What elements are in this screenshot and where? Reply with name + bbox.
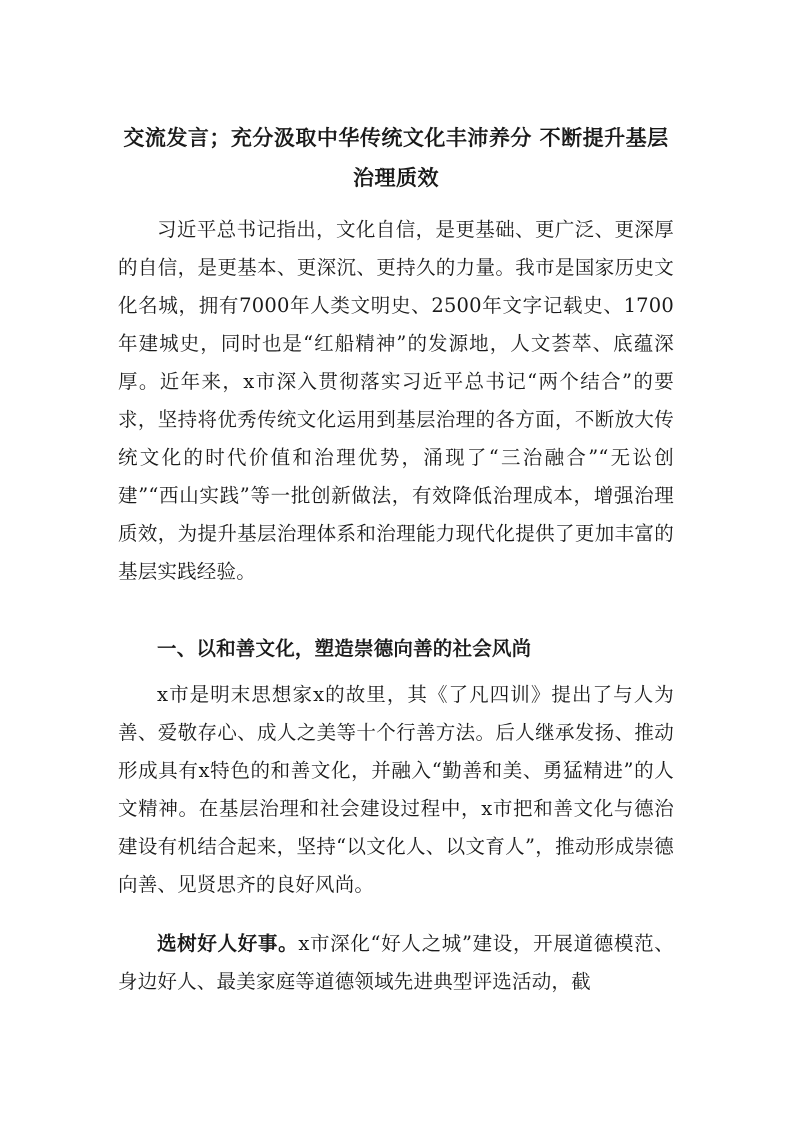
subsection-paragraph — [118, 925, 674, 1001]
intro-paragraph: 习近平总书记指出，文化自信，是更基础、更广泛、更深厚的自信，是更基本、更深沉、更持久的力量。我市是国家历史文化名城，拥有7000年人类文明史、2500年文字记载史、1700年建城史，同时也是“红船精神”的发源地，人文荟萃、底蕴深厚。近年来，x市深入贯彻落实习近平总书记“两个结合”的要求，坚持将优秀传统文化运用到基层治理的各方面，不断放大传统文化的时代价值和治理优势，涌现了“三治融合”“无讼创建”“西山实践”等一批创新做法，有效降低治理成本，增强治理质效，为提升基层治理体系和治理能力现代化提供了更加丰富的基层实践经验。 — [118, 218, 674, 583]
section-heading-1: 一、以和善文化，塑造崇德向善的社会风尚 — [157, 637, 532, 660]
section-paragraph-block — [118, 676, 674, 904]
title-line-1: 交流发言；充分汲取中华传统文化丰沛养分 不断提升基层 — [123, 125, 669, 150]
intro-paragraph-block — [118, 211, 674, 591]
subsection-body: x市深化“好人之城”建设，开展道德模范、身边好人、最美家庭等道德领域先进典型评选活动，截 — [118, 932, 674, 993]
title-line-2: 治理质效 — [353, 165, 439, 190]
subsection-paragraph-block — [118, 925, 674, 1001]
section-paragraph-1: x市是明末思想家x的故里，其《了凡四训》提出了与人为善、爱敬存心、成人之美等十个行善方法。后人继承发扬、推动形成具有x特色的和善文化，并融入“勤善和美、勇猛精进”的人文精神。在基层治理和社会建设过程中，x市把和善文化与德治建设有机结合起来，坚持“以文化人、以文育人”，推动形成崇德向善、见贤思齐的良好风尚。 — [118, 683, 674, 896]
section-heading-block — [118, 630, 674, 668]
document-title — [118, 118, 674, 198]
subsection-lead: 选树好人好事。 — [157, 932, 299, 955]
